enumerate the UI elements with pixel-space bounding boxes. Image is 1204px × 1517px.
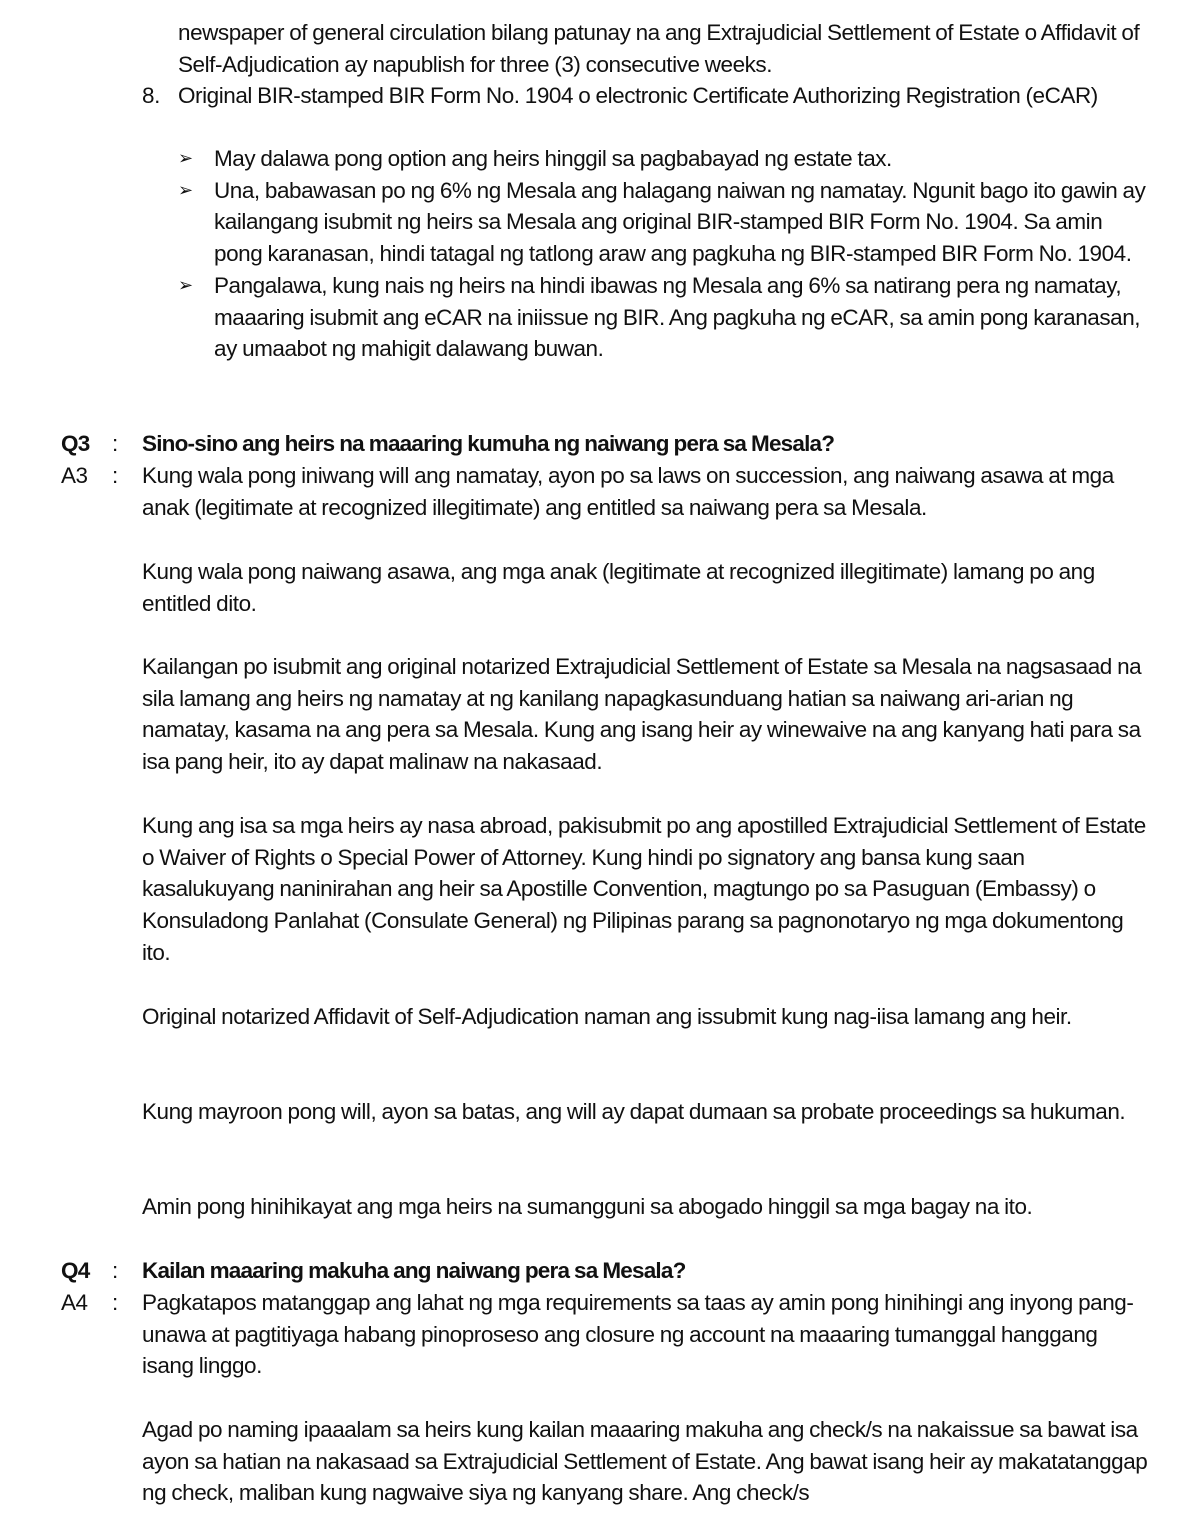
answer-label: A4 [61,1290,88,1315]
answer-paragraph: Kung mayroon pong will, ayon sa batas, ang will ay dapat dumaan sa probate proceedings sa hukuman. [142,1099,1126,1124]
question-label: Q3 [61,431,90,456]
bullet-list [178,143,1153,365]
arrow-bullet-icon: ➢ [178,274,193,296]
bullet-text: Una, babawasan po ng 6% ng Mesala ang halagang naiwan ng namatay. Ngunit bago ito gawin ay kailangang isubmit ng heirs sa Mesala ang original BIR-stamped BIR Form No. 1904. Sa amin pong karanasan, hindi tatagal ng tatlong araw ang pagkuha ng BIR-stamped BIR Form No. 1904. [214,177,1146,267]
bullet-item [178,270,1153,365]
colon: : [112,1290,118,1315]
answer-label: A3 [61,463,88,488]
answer-4 [61,1287,1153,1382]
answer-3 [61,460,1153,523]
question-4 [61,1255,1153,1287]
answer-paragraph: Kung wala pong iniwang will ang namatay, ayon po sa laws on succession, ang naiwang asawa at mga anak (legitimate at recognized illegitimate) ang entitled sa naiwang pera sa Mesala. [142,463,1114,520]
colon: : [112,431,118,456]
question-text: Kailan maaaring makuha ang naiwang pera sa Mesala? [142,1258,686,1283]
bullet-item [178,175,1153,270]
question-label: Q4 [61,1258,90,1283]
question-3 [61,428,1153,460]
list-number: 8. [142,83,160,108]
answer-paragraph: Pagkatapos matanggap ang lahat ng mga requirements sa taas ay amin pong hinihingi ang inyong pang-unawa at pagtitiyaga habang pinoproseso ang closure ng account na maaaring tumanggal hanggang isang linggo. [142,1290,1134,1379]
bullet-text: Pangalawa, kung nais ng heirs na hindi ibawas ng Mesala ang 6% sa natirang pera ng namatay, maaaring isubmit ang eCAR na iniissue ng BIR. Ang pagkuha ng eCAR, sa amin pong karanasan, ay umaabot ng mahigit dalawang buwan. [214,272,1141,362]
bullet-item [178,143,1153,175]
question-text: Sino-sino ang heirs na maaaring kumuha ng naiwang pera sa Mesala? [142,431,835,456]
list-item-8 [142,80,1153,112]
arrow-bullet-icon: ➢ [178,179,193,201]
answer-paragraph: Amin pong hinihikayat ang mga heirs na sumangguni sa abogado hinggil sa mga bagay na ito. [142,1194,1033,1219]
colon: : [112,463,118,488]
arrow-bullet-icon: ➢ [178,148,193,169]
answer-paragraph: Original notarized Affidavit of Self-Adjudication naman ang issubmit kung nag-iisa lamang ang heir. [142,1004,1072,1029]
bullet-text: May dalawa pong option ang heirs hinggil sa pagbabayad ng estate tax. [214,146,892,171]
answer-paragraph: Agad po naming ipaaalam sa heirs kung kailan maaaring makuha ang check/s na nakaissue sa bawat isa ayon sa hatian na nakasaad sa Extrajudicial Settlement of Estate. Ang bawat isang heir ay makatatanggap ng check, maliban kung nagwaive siya ng kanyang share. Ang check/s [142,1417,1148,1506]
continuation-text: newspaper of general circulation bilang patunay na ang Extrajudicial Settlement of Estate o Affidavit of Self-Adjudication ay napublish for three (3) consecutive weeks. [178,20,1140,77]
answer-paragraph: Kung wala pong naiwang asawa, ang mga anak (legitimate at recognized illegitimate) lamang po ang entitled dito. [142,559,1095,616]
list-item-text: Original BIR-stamped BIR Form No. 1904 o electronic Certificate Authorizing Registration (eCAR) [178,83,1098,108]
answer-paragraph: Kung ang isa sa mga heirs ay nasa abroad, pakisubmit po ang apostilled Extrajudicial Settlement of Estate o Waiver of Rights o Special Power of Attorney. Kung hindi po signatory ang bansa kung saan kasalukuyang naninirahan ang heir sa Apostille Convention, magtungo po sa Pasuguan (Embassy) o Konsuladong Panlahat (Consulate General) ng Pilipinas parang sa pagnonotaryo ng mga dokumentong ito. [142,813,1146,965]
answer-paragraph: Kailangan po isubmit ang original notarized Extrajudicial Settlement of Estate sa Mesala na nagsasaad na sila lamang ang heirs ng namatay at ng kanilang napagkasunduang hatian sa naiwang ari-arian ng namatay, kasama na ang pera sa Mesala. Kung ang isang heir ay winewaive na ang kanyang hati para sa isa pang heir, ito ay dapat malinaw na nakasaad. [142,654,1142,775]
colon: : [112,1258,118,1283]
